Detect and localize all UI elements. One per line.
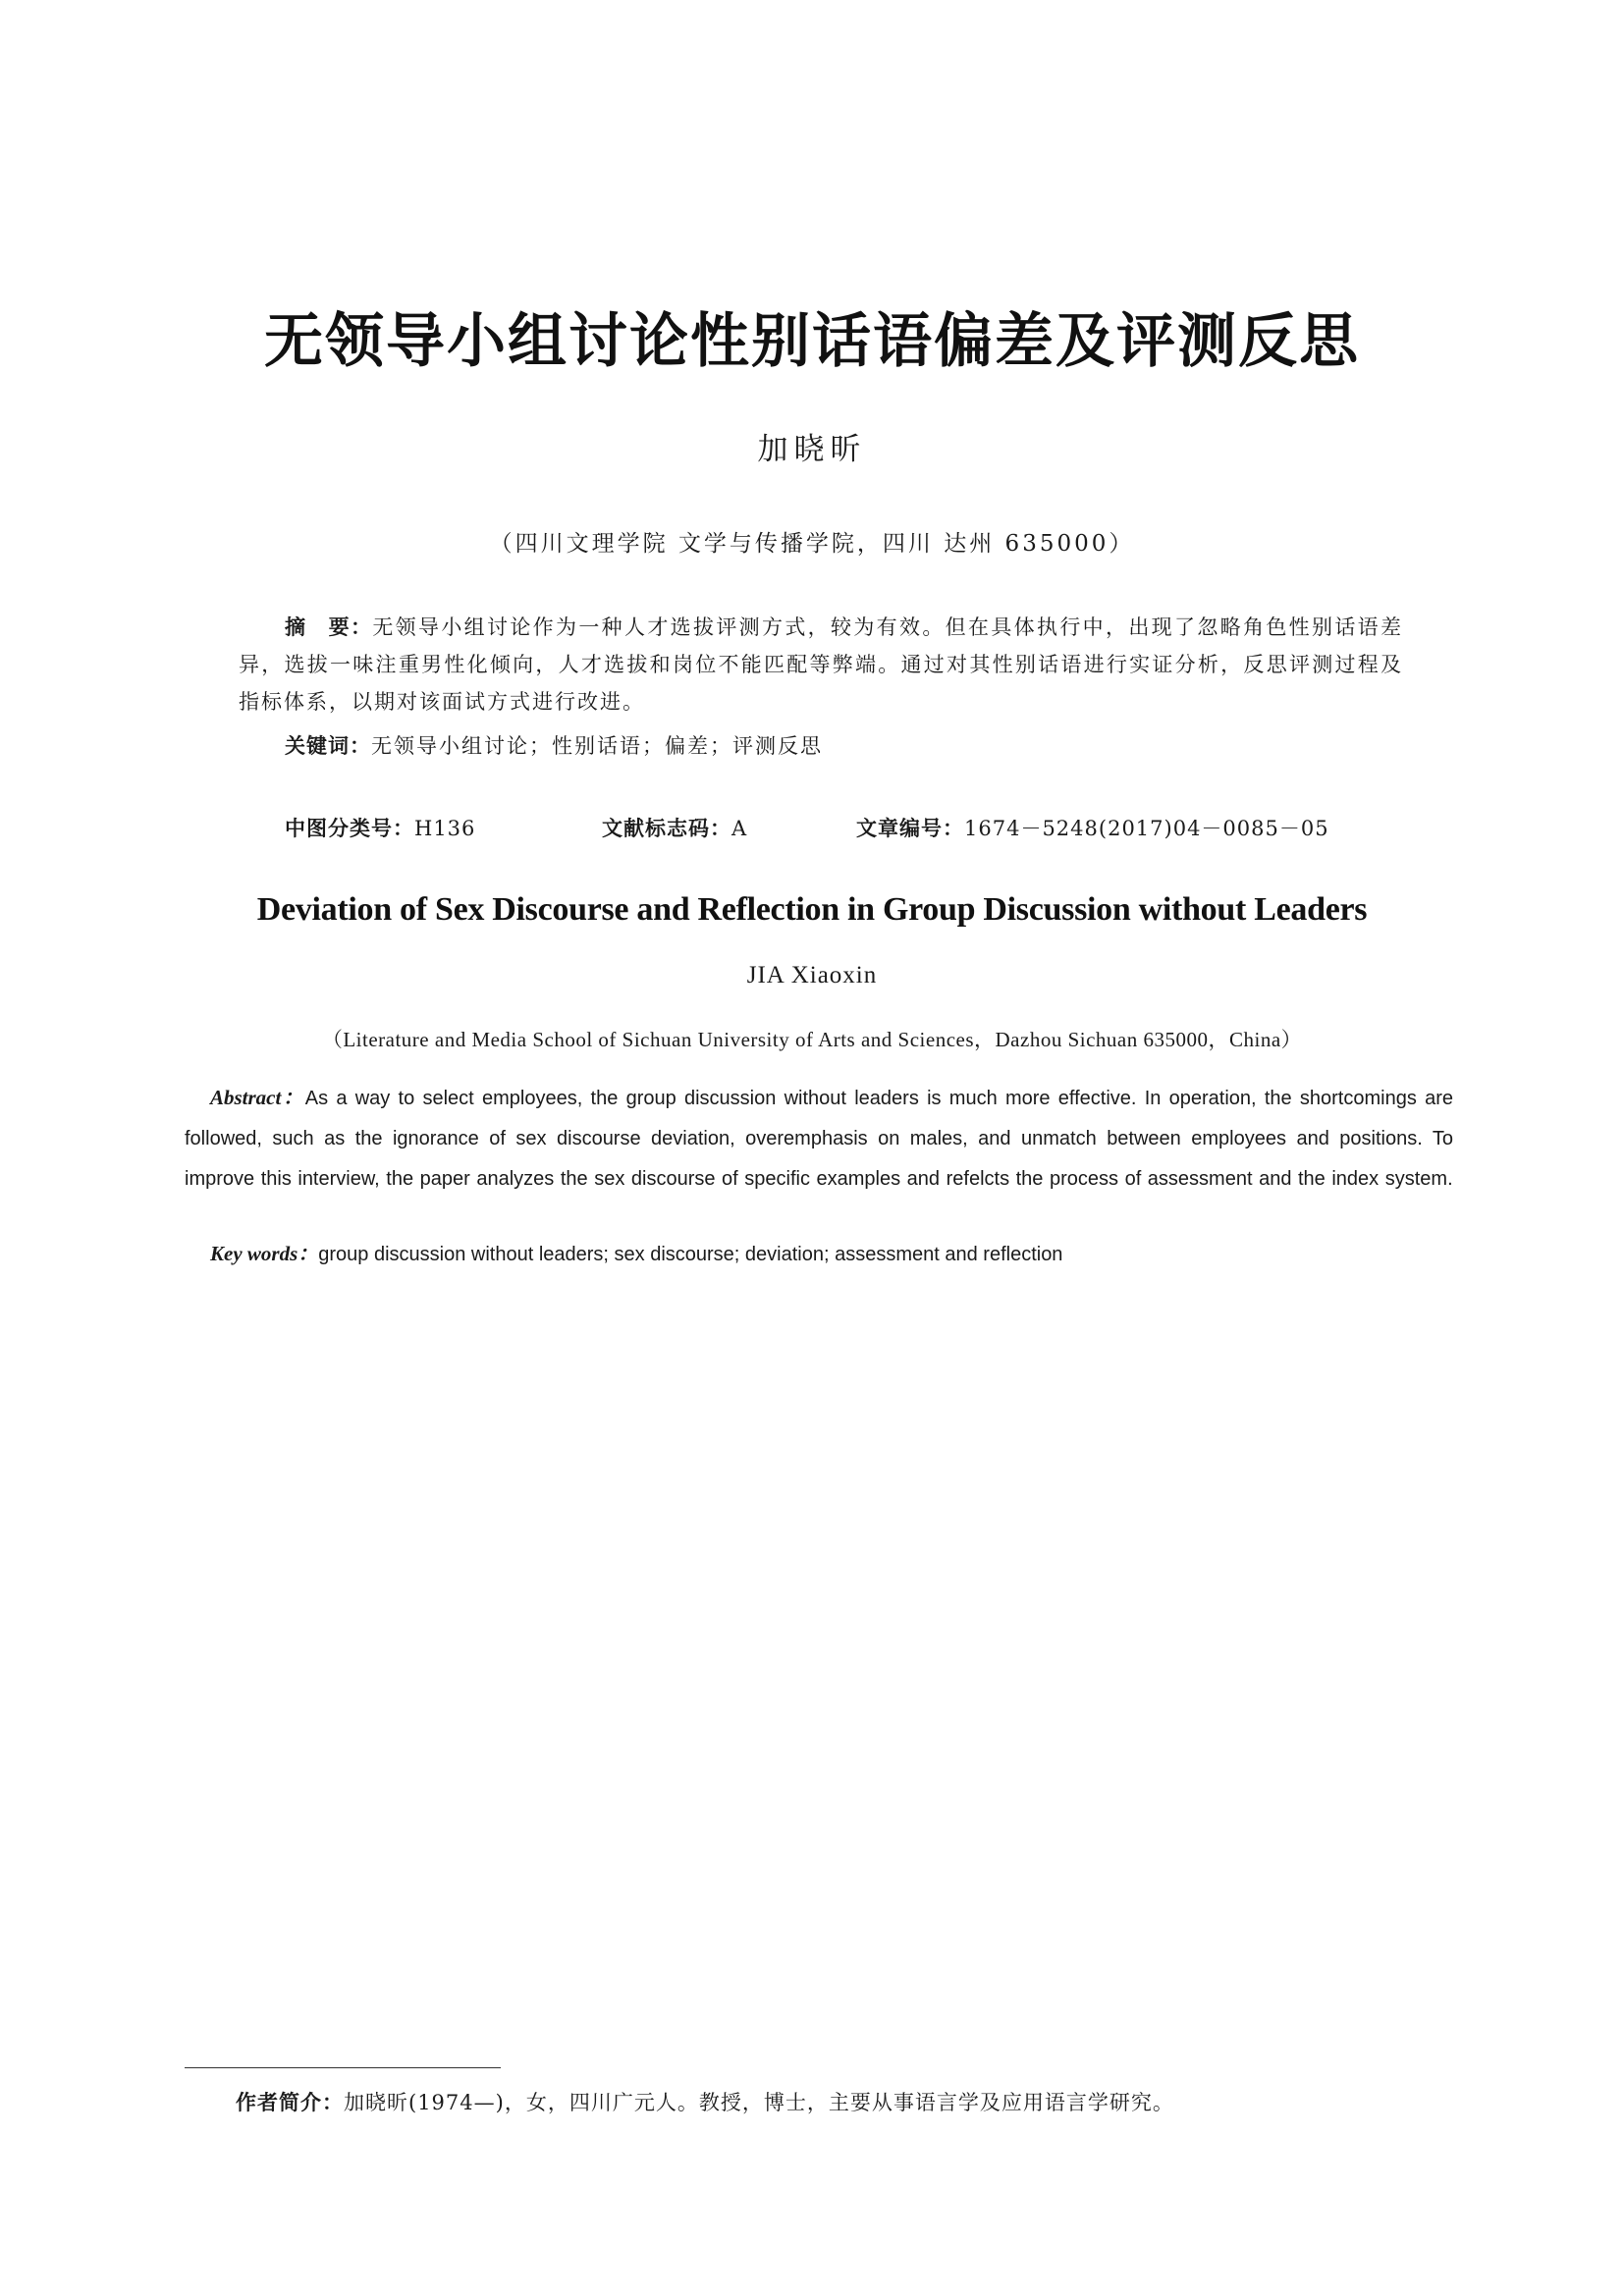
clc-number-label: 中图分类号： [285,817,414,840]
english-author: JIA Xiaoxin [746,962,878,988]
article-number-label: 文章编号： [856,817,964,840]
article-number [856,813,1329,842]
author-footnote-label: 作者简介： [236,2091,344,2114]
chinese-title: 无领导小组讨论性别话语偏差及评测反思 [264,307,1360,376]
chinese-keywords-label: 关键词： [285,734,371,758]
chinese-abstract-text: 无领导小组讨论作为一种人才选拔评测方式，较为有效。但在具体执行中，出现了忽略角色性别话语差异，选拔一味注重男性化倾向，人才选拔和岗位不能匹配等弊端。通过对其性别话语进行实证分析，反思评测过程及指标体系，以期对该面试方式进行改进。 [239,615,1404,714]
english-abstract-label: Abstract： [210,1086,305,1109]
clc-number-value: H136 [414,817,476,840]
chinese-keywords-text: 无领导小组讨论；性别话语；偏差；评测反思 [371,734,823,758]
article-number-value: 1674－5248(2017)04－0085－05 [964,817,1329,840]
english-abstract-text: As a way to select employees, the group discussion without leaders is much more effective. In operation, the shortcomings are followed, such as the ignorance of sex discourse deviation, overemphasis on males, and unmatch between employees and positions. To improve this interview, the paper analyzes the sex discourse of specific examples and refelcts the process of assessment and the index system. [185,1088,1454,1190]
chinese-affiliation: （四川文理学院 文学与传播学院，四川 达州 635000） [489,531,1135,557]
english-keywords-text: group discussion without leaders; sex discourse; deviation; assessment and reflection [318,1244,1063,1265]
english-title: Deviation of Sex Discourse and Reflection in Group Discussion without Leaders [256,891,1368,928]
chinese-keywords [285,730,1404,760]
document-code [602,813,747,842]
english-affiliation: （Literature and Media School of Sichuan University of Arts and Sciences，Dazhou Sichuan 635000，China） [321,1028,1303,1051]
footnote-divider [185,2067,501,2068]
chinese-author: 加晓昕 [757,432,867,467]
english-keywords-label: Key words： [210,1242,319,1265]
clc-number [285,813,475,842]
english-abstract [185,1078,1453,1200]
document-code-label: 文献标志码： [602,817,731,840]
document-code-value: A [731,817,748,840]
english-keywords [210,1238,1453,1267]
author-footnote-text: 加晓昕(1974—)，女，四川广元人。教授，博士，主要从事语言学及应用语言学研究。 [344,2091,1174,2114]
chinese-abstract-label: 摘 要： [285,615,373,639]
author-footnote [236,2087,1453,2116]
chinese-abstract [239,609,1403,721]
